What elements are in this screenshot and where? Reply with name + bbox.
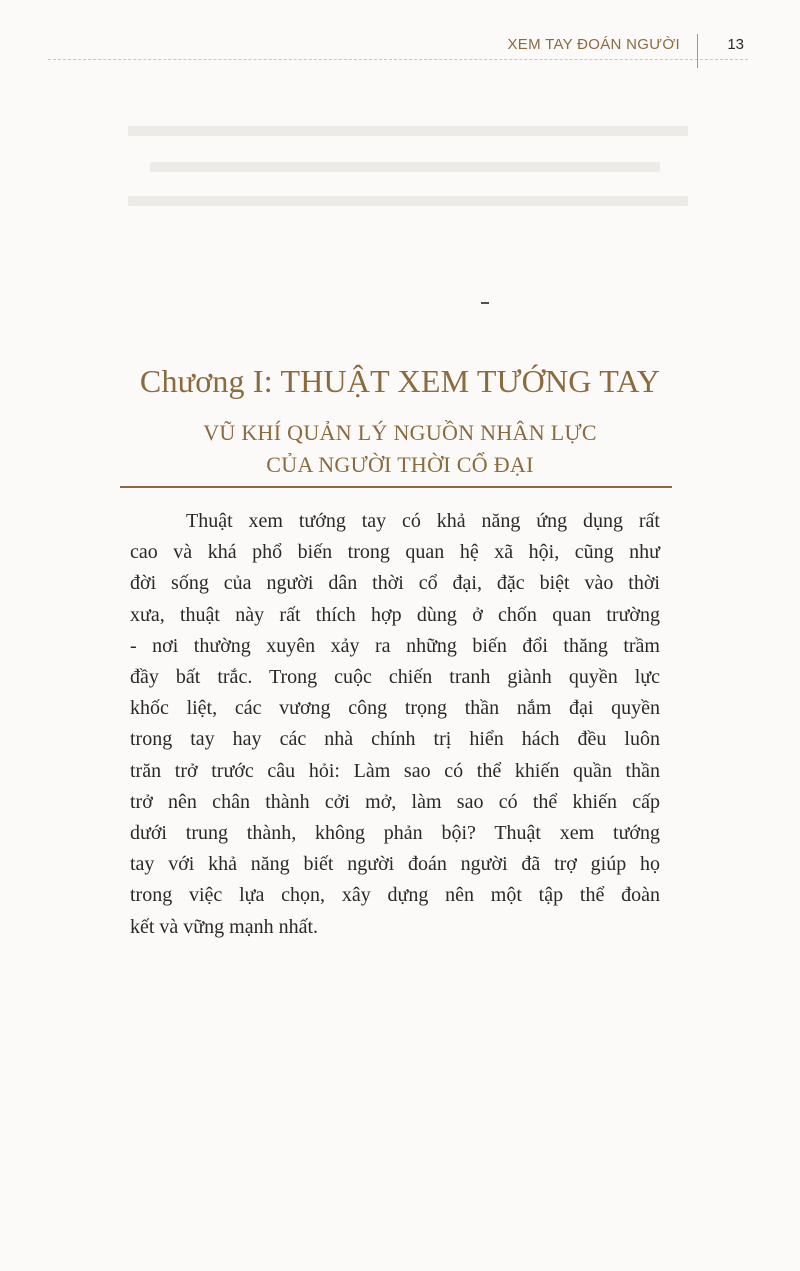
paragraph-line: xưa, thuật này rất thích hợp dùng ở chốn quan trường (130, 603, 660, 626)
paragraph-line: trong tay hay các nhà chính trị hiển hách đều luôn (130, 728, 660, 751)
header-rule (48, 59, 748, 60)
paragraph-line: Thuật xem tướng tay có khả năng ứng dụng rất (186, 510, 660, 532)
paragraph-line: trăn trở trước câu hỏi: Làm sao có thể khiến quần thần (130, 759, 660, 782)
paragraph-line: kết và vững mạnh nhất. (130, 915, 319, 938)
paragraph-line: đời sống của người dân thời cổ đại, đặc biệt vào thời (130, 572, 660, 595)
page-number: 13 (727, 36, 744, 53)
chapter-subtitle-line: CỦA NGƯỜI THỜI CỔ ĐẠI (266, 452, 534, 477)
ink-speck (481, 302, 489, 304)
title-underline (120, 486, 672, 488)
paragraph-line: trở nên chân thành cởi mở, làm sao có thể khiến cấp (130, 790, 660, 813)
body-paragraph (130, 506, 660, 943)
paragraph-line: tay với khả năng biết người đoán người đã trợ giúp họ (130, 853, 660, 876)
bleed-through-mark (150, 162, 660, 172)
chapter-title: Chương I: THUẬT XEM TƯỚNG TAY (139, 363, 661, 399)
paragraph-line: - nơi thường xuyên xảy ra những biến đổi thăng trầm (130, 634, 660, 657)
paragraph-line: khốc liệt, các vương công trọng thần nắm đại quyền (130, 697, 660, 720)
chapter-subtitle-line: VŨ KHÍ QUẢN LÝ NGUỒN NHÂN LỰC (203, 420, 597, 445)
header-divider (697, 34, 698, 68)
running-header-title: XEM TAY ĐOÁN NGƯỜI (507, 36, 680, 53)
bleed-through-mark (128, 196, 688, 206)
paragraph-line: trong việc lựa chọn, xây dựng nên một tập thể đoàn (130, 884, 660, 907)
paragraph-line: đầy bất trắc. Trong cuộc chiến tranh giành quyền lực (130, 666, 660, 689)
paragraph-line: cao và khá phổ biến trong quan hệ xã hội, cũng như (130, 541, 660, 564)
bleed-through-mark (128, 126, 688, 136)
paragraph-line: dưới trung thành, không phản bội? Thuật xem tướng (130, 822, 660, 845)
running-header (48, 32, 748, 60)
